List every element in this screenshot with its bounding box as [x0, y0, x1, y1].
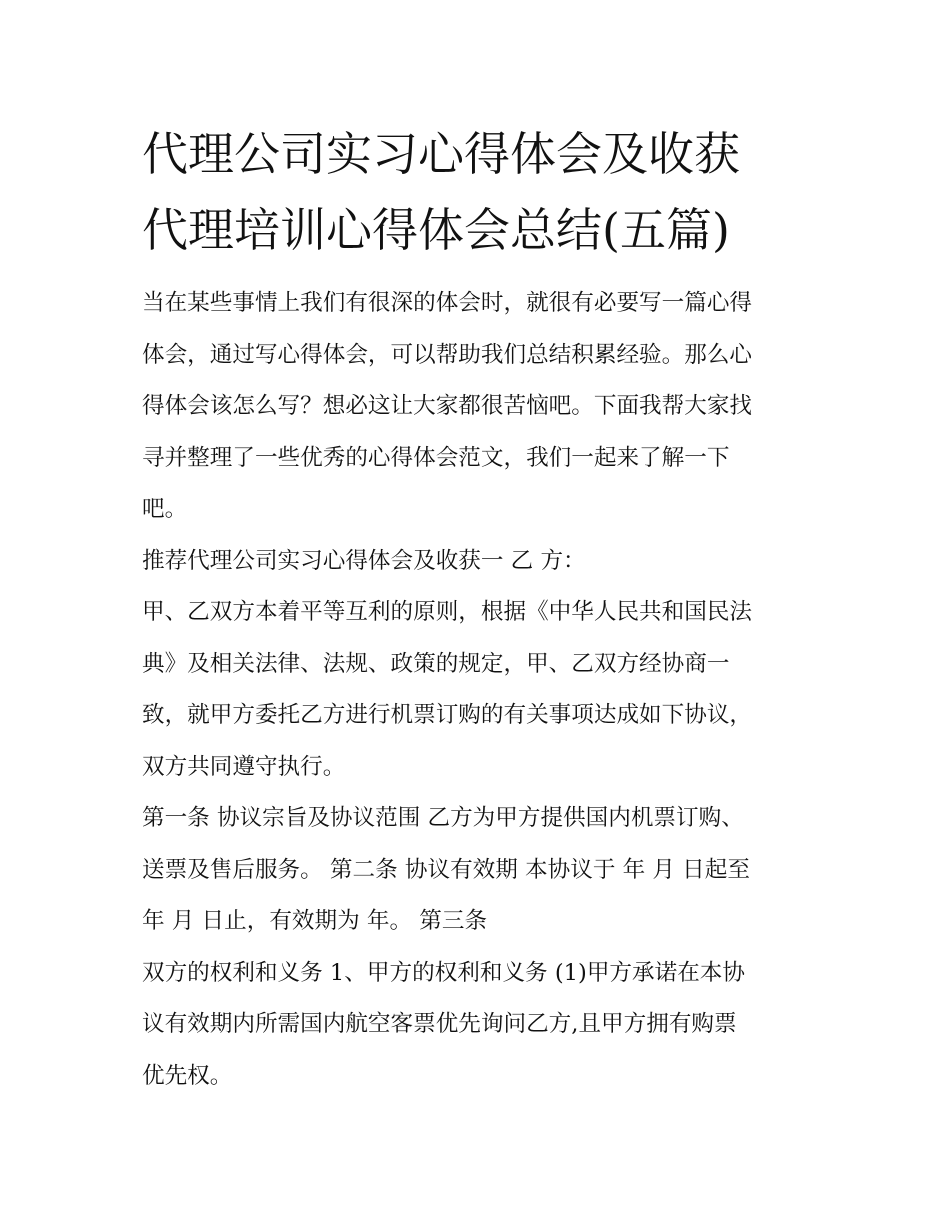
body-line: 双方共同遵守执行。 [142, 753, 346, 780]
body-line: 优先权。 [142, 1062, 233, 1089]
title-line-2: 代理培训心得体会总结(五篇) [142, 203, 730, 257]
body-line: 得体会该怎么写？想必这让大家都很苦恼吧。下面我帮大家找 [142, 393, 753, 419]
body-line: 双方的权利和义务 1、甲方的权利和义务 (1)甲方承诺在本协 [142, 959, 745, 986]
body-line: 致，就甲方委托乙方进行机票订购的有关事项达成如下协议， [142, 702, 753, 728]
body-line: 年 月 日止，有效期为 年。 第三条 [142, 908, 488, 934]
body-line: 甲、乙双方本着平等互利的原则，根据《中华人民共和国民法 [142, 599, 753, 625]
body-line: 推荐代理公司实习心得体会及收获一 乙 方： [142, 547, 586, 574]
body-line: 当在某些事情上我们有很深的体会时，就很有必要写一篇心得 [142, 290, 753, 316]
body-line: 送票及售后服务。 第二条 协议有效期 本协议于 年 月 日起至 [142, 856, 750, 883]
body-line: 寻并整理了一些优秀的心得体会范文，我们一起来了解一下 [142, 444, 730, 471]
body-line: 典》及相关法律、法规、政策的规定，甲、乙双方经协商一 [142, 650, 730, 677]
body-line: 第一条 协议宗旨及协议范围 乙方为甲方提供国内机票订购、 [142, 805, 744, 831]
title-line-1: 代理公司实习心得体会及收获 [142, 127, 740, 181]
document-title [142, 116, 842, 268]
body-line: 议有效期内所需国内航空客票优先询问乙方,且甲方拥有购票 [142, 1011, 737, 1037]
body-line: 吧。 [142, 496, 188, 522]
body-line: 体会，通过写心得体会，可以帮助我们总结积累经验。那么心 [142, 341, 753, 368]
document-body [142, 278, 822, 1102]
